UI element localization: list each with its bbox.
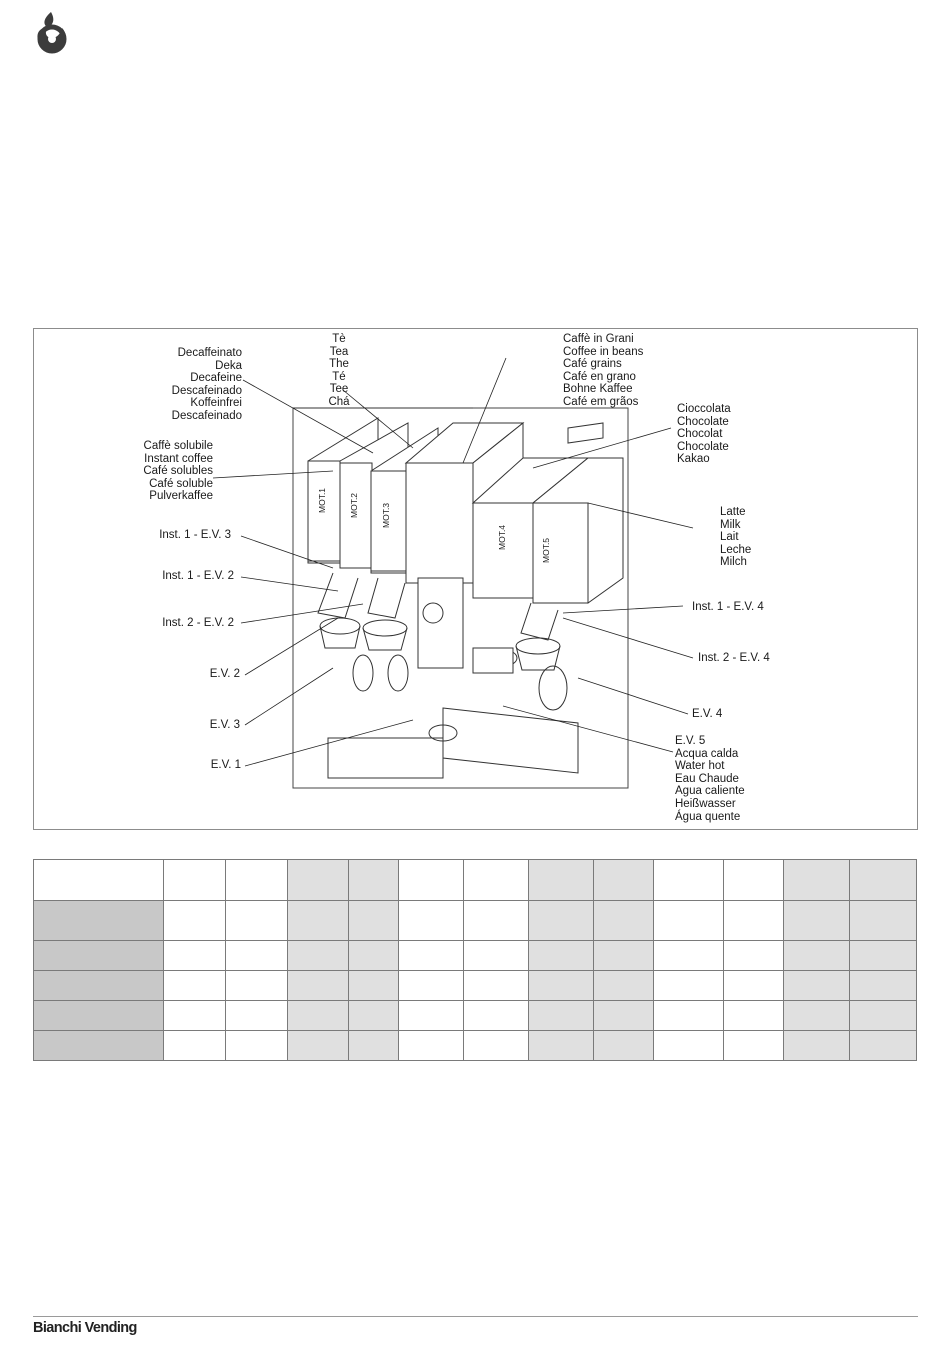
ev4-label: E.V. 4 bbox=[692, 708, 723, 720]
table-cell bbox=[164, 860, 226, 901]
table-cell bbox=[724, 860, 784, 901]
ev2-label: E.V. 2 bbox=[209, 668, 240, 680]
milk-label: Latte Milk Lait Leche Milch bbox=[720, 506, 752, 569]
mot1-label: MOT.1 bbox=[317, 487, 327, 513]
table-cell bbox=[464, 860, 529, 901]
table-row bbox=[34, 941, 917, 971]
table-cell bbox=[594, 860, 654, 901]
ev5-label: E.V. 5 Acqua calda Water hot Eau Chaude Agua caliente Heißwasser Água quente bbox=[675, 735, 745, 823]
table-cell bbox=[34, 860, 164, 901]
table-cell bbox=[288, 860, 349, 901]
table-cell bbox=[850, 860, 917, 901]
table-row bbox=[34, 1031, 917, 1061]
table-header-row bbox=[34, 860, 917, 901]
bianchi-logo-icon bbox=[30, 8, 72, 54]
inst1-ev4-label: Inst. 1 - E.V. 4 bbox=[692, 601, 764, 613]
brand-wordmark: Bianchi Vending bbox=[33, 1320, 137, 1336]
table-row-header bbox=[34, 1001, 164, 1031]
mot5-label: MOT.5 bbox=[541, 537, 551, 563]
table-cell bbox=[399, 860, 464, 901]
table-cell bbox=[654, 860, 724, 901]
table-cell bbox=[349, 860, 399, 901]
inst1-ev3-label: Inst. 1 - E.V. 3 bbox=[159, 529, 231, 541]
ev1-label: E.V. 1 bbox=[210, 759, 241, 771]
decaf-label: Decaffeinato Deka Decafeine Descafeinado Koffeinfrei Descafeinado bbox=[171, 347, 242, 422]
mot3-label: MOT.3 bbox=[381, 502, 391, 528]
tea-label: Tè Tea The Té Tee Chá bbox=[328, 333, 350, 408]
inst1-ev2-label: Inst. 1 - E.V. 2 bbox=[162, 570, 234, 582]
beans-label: Caffè in Grani Coffee in beans Café grains Café en grano Bohne Kaffee Café em grãos bbox=[563, 333, 644, 408]
table-row bbox=[34, 1001, 917, 1031]
inst2-ev2-label: Inst. 2 - E.V. 2 bbox=[162, 617, 234, 629]
chocolate-label: Cioccolata Chocolate Chocolat Chocolate Kakao bbox=[677, 403, 731, 466]
ev3-label: E.V. 3 bbox=[209, 719, 240, 731]
table-row-header bbox=[34, 941, 164, 971]
instant-label: Caffè solubile Instant coffee Café solubles Café soluble Pulverkaffee bbox=[143, 440, 213, 503]
table-cell bbox=[784, 860, 850, 901]
table-row bbox=[34, 971, 917, 1001]
footer-divider bbox=[33, 1316, 918, 1317]
table-row bbox=[34, 901, 917, 941]
mot2-label: MOT.2 bbox=[349, 492, 359, 518]
table-row-header bbox=[34, 901, 164, 941]
table-row-header bbox=[34, 1031, 164, 1061]
mot4-label: MOT.4 bbox=[497, 524, 507, 550]
table-cell bbox=[529, 860, 594, 901]
inst2-ev4-label: Inst. 2 - E.V. 4 bbox=[698, 652, 770, 664]
table-cell bbox=[226, 860, 288, 901]
settings-table bbox=[33, 859, 917, 1061]
table-row-header bbox=[34, 971, 164, 1001]
